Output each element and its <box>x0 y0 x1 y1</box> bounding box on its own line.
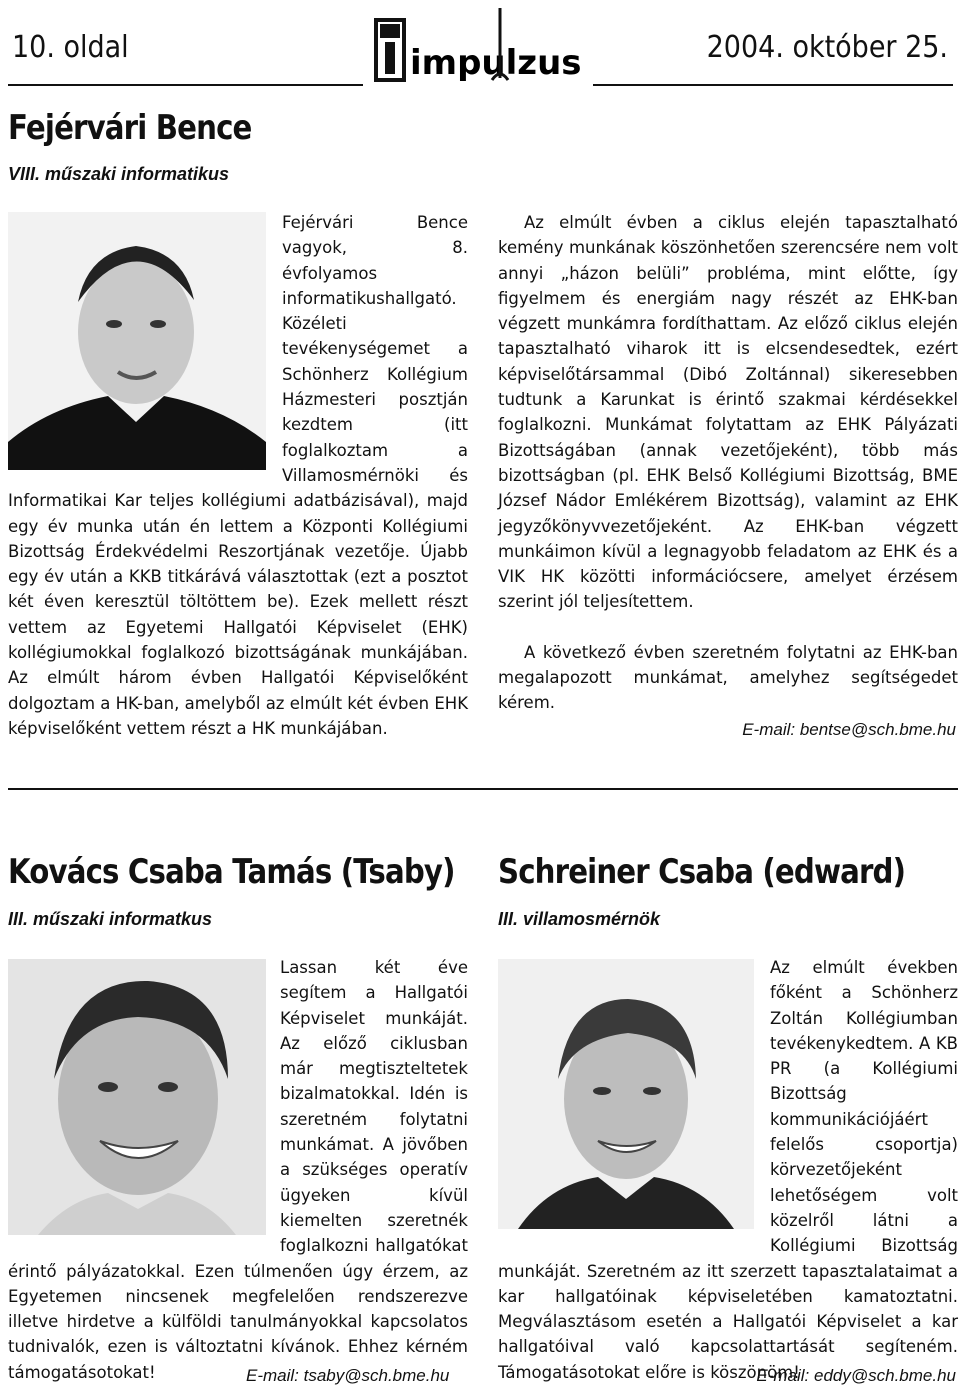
article-3-name: Schreiner Csaba (edward) <box>498 852 906 892</box>
article-1-portrait <box>8 212 266 470</box>
logo-text: impulzus <box>410 43 582 83</box>
header-rule-left <box>8 84 363 86</box>
article-2-portrait <box>8 959 266 1235</box>
article-1-text: Fejérvári Bence vagyok, 8. évfolyamos informatikushallgató. Közéleti tevékenységemet a Schönherz Kollégium Házmesteri posztján kezdtem (itt foglalkoztam a Villamosmérnöki és Informatikai Kar teljes kollégiumi adatbázisával), majd egy év munka után én lettem a Központi Kollégiumi Bizottság Érdekvédelmi Reszortjának vezetője. Újabb egy év után a KKB titkárává választottak (ezt a posztot két éven keresztül töltöttem be). Ezek mellett részt vettem az Egyetemi Hallgatói Képviselet (EHK) kollégiumokkal foglalkozó bizottságának munkájában. Az elmúlt három évben Hallgatói Képviselőként dolgoztam a HK-ban, amelyből az elmúlt két évben EHK képviselőként vettem részt a HK munkájában. <box>8 213 469 738</box>
article-2-name: Kovács Csaba Tamás (Tsaby) <box>8 852 455 892</box>
article-3-body <box>498 955 958 1385</box>
issue-date: 2004. október 25. <box>706 30 948 65</box>
header-rule-right <box>593 84 953 86</box>
page-number: 10. oldal <box>12 30 129 65</box>
article-3-email[interactable]: E-mail: eddy@sch.bme.hu <box>756 1366 956 1385</box>
article-2-role: III. műszaki informatkus <box>8 909 213 929</box>
article-1-text-right-1: Az elmúlt évben a ciklus elején tapasztalható kemény munkának köszönhetően szerencsére nem volt annyi „házon belüli” probléma, mint előtte, így figyelmem és energiám nagy részét az EHK-ban végzett munkámra fordíthattam. Az előző ciklus elején tapasztalható viharok itt is elcsendesedtek, ezért képviselőtársammal (Dibó Zoltánnal) sikeresebben tudtunk a Karunkat is érintő szakmai kérdésekkel foglalkozni. Munkámat folytattam az EHK Pályázati Bizottságában (annak vezetőjeként), több más bizottságban (pl. EHK Belső Kollégiumi Bizottság, BME József Nádor Emlékérem Bizottság), valamint az EHK jegyzőkönyvvezetőjeként. Az EHK-ban végzett munkáimon kívül a legnagyobb feladatom az EHK és a VIK HK közötti információcsere, amelyet érzésem szerint jól teljesítettem. <box>498 213 958 612</box>
article-1-text-right-2: A következő évben szeretném folytatni az EHK-ban megalapozott munkámat, amelyhez segítségedet kérem. <box>498 642 958 713</box>
article-2-text: Lassan két éve segítem a Hallgatói Képviselet munkáját. Az előző ciklusban már megtiszteltetek bizalmatokkal. Idén is szeretném folytatni munkámat. A jövőben a szükséges operatív ügyeken kívül kiemelten szeretnék foglalkozni hallgatókat érintő pályázatokkal. Ezen túlmenően úgy érzem, az Egyetemen nincsenek megfelelően rendszerezve illetve hirdetve a külföldi tanulmányokkal kapcsolatos tudnivalók, ezen is változtatni kívánok. Ehhez kérném támogatásotokat! <box>8 958 468 1382</box>
article-1-role: VIII. műszaki informatikus <box>8 164 230 184</box>
article-1-body-right <box>498 210 958 716</box>
article-3-text: Az elmúlt években főként a Schönherz Zoltán Kollégiumban tevékenykedtem. A KB PR (a Kollégiumi Bizottság kommunikációjáért felelős csoportja) körvezetőjeként lehetőségem volt közelről látni a Kollégiumi Bizottság munkáját. Szeretném az itt szerzett tapasztalataimat a kar hallgatóinak képviseletében kamatoztatni. Megválasztásom esetén a Hallgatói Képviselet a kar hallgatóival való kapcsolattartását segíteném. Támogatásotokat előre is köszönöm! <box>498 958 958 1382</box>
article-3-role: III. villamosmérnök <box>498 909 661 929</box>
section-divider <box>8 788 958 790</box>
article-3-portrait <box>498 959 754 1229</box>
impulzus-logo <box>372 6 587 88</box>
article-2-body <box>8 955 468 1385</box>
article-2-email[interactable]: E-mail: tsaby@sch.bme.hu <box>246 1366 450 1385</box>
article-1-body <box>8 210 468 741</box>
article-1-name: Fejérvári Bence <box>8 108 252 148</box>
article-1-email[interactable]: E-mail: bentse@sch.bme.hu <box>742 720 956 739</box>
